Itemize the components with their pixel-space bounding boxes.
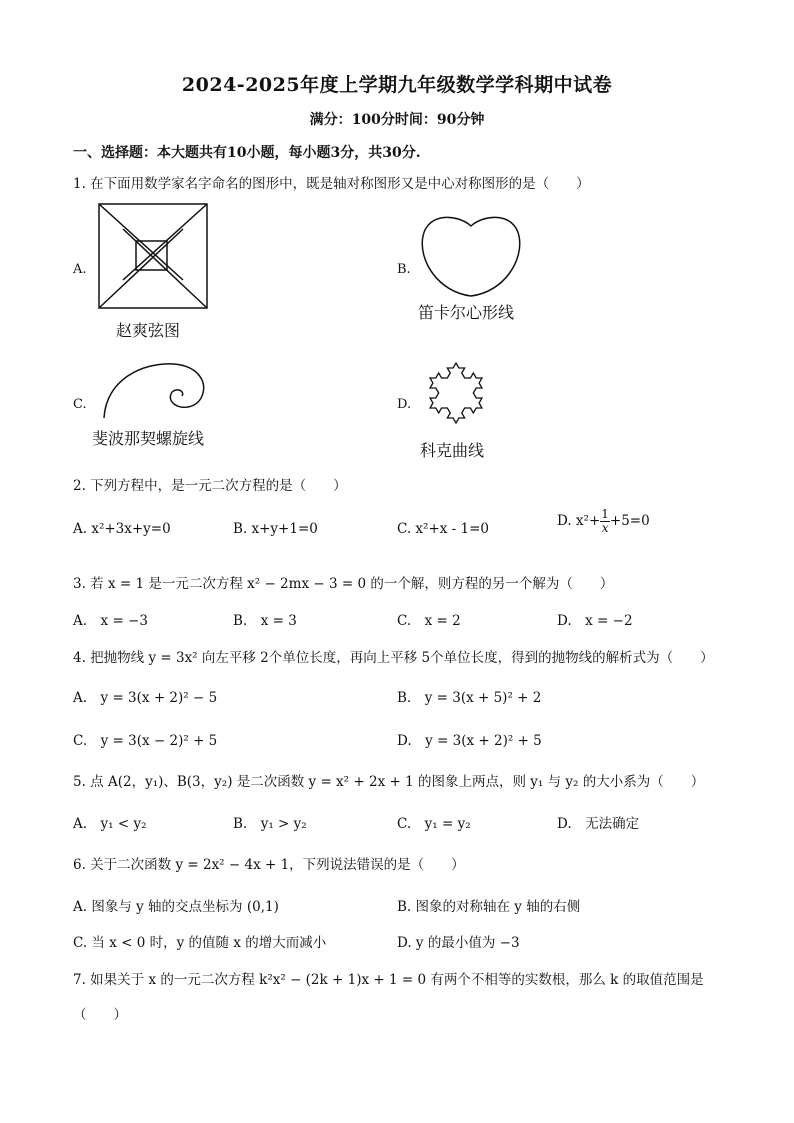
q6-option-c[interactable]: C. 当 x < 0 时，y 的值随 x 的增大而减小 bbox=[73, 935, 327, 951]
fibonacci-spiral-figure bbox=[102, 360, 212, 422]
q2-option-b[interactable]: B. x+y+1=0 bbox=[233, 521, 318, 537]
q4-option-c[interactable]: C. y = 3(x − 2)² + 5 bbox=[73, 733, 218, 749]
q2-option-d[interactable] bbox=[557, 508, 650, 535]
q3-option-b[interactable]: B. x = 3 bbox=[233, 613, 297, 629]
q2-option-c[interactable]: C. x²+x - 1=0 bbox=[397, 521, 490, 537]
section-heading: 一、选择题：本大题共有10小题，每小题3分，共30分. bbox=[73, 145, 421, 161]
question-7-stem-continued: （ ） bbox=[73, 1007, 127, 1023]
question-3-stem: 3. 若 x = 1 是一元二次方程 x² − 2mx − 3 = 0 的一个解，则方程的另一个解为（ ） bbox=[73, 576, 614, 592]
q3-option-a[interactable]: A. x = −3 bbox=[73, 613, 148, 629]
q2-option-d-fraction bbox=[600, 508, 610, 535]
q1-option-d-label[interactable]: D. bbox=[397, 397, 412, 412]
q4-option-a[interactable]: A. y = 3(x + 2)² − 5 bbox=[73, 690, 218, 706]
page-subtitle: 满分：100分时间：90分钟 bbox=[309, 112, 485, 128]
q3-option-d[interactable]: D. x = −2 bbox=[557, 613, 633, 629]
q4-option-d[interactable]: D. y = 3(x + 2)² + 5 bbox=[397, 733, 542, 749]
q2-option-d-prefix: D. x²+ bbox=[557, 513, 601, 530]
q2-option-d-numerator: 1 bbox=[601, 507, 609, 521]
question-6-stem: 6. 关于二次函数 y = 2x² − 4x + 1，下列说法错误的是（ ） bbox=[73, 857, 465, 873]
q2-option-d-denominator: x bbox=[601, 521, 609, 536]
question-4-stem: 4. 把抛物线 y = 3x² 向左平移 2个单位长度，再向上平移 5个单位长度，得到的抛物线的解析式为（ ） bbox=[73, 650, 714, 666]
question-5-stem: 5. 点 A(2，y₁)、B(3，y₂) 是二次函数 y = x² + 2x + 1 的图象上两点，则 y₁ 与 y₂ 的大小系为（ ） bbox=[73, 774, 705, 790]
q1-option-d-caption: 科克曲线 bbox=[420, 441, 485, 460]
q5-option-d[interactable]: D. 无法确定 bbox=[557, 816, 640, 832]
q1-option-c-caption: 斐波那契螺旋线 bbox=[92, 429, 205, 448]
question-1-stem: 1. 在下面用数学家名字命名的图形中，既是轴对称图形又是中心对称图形的是（ ） bbox=[73, 176, 590, 192]
q5-option-c[interactable]: C. y₁ = y₂ bbox=[397, 816, 471, 832]
q4-option-b[interactable]: B. y = 3(x + 5)² + 2 bbox=[397, 690, 542, 706]
q1-option-a-caption: 赵爽弦图 bbox=[116, 321, 181, 340]
question-2-stem: 2. 下列方程中，是一元二次方程的是（ ） bbox=[73, 478, 347, 494]
koch-curve-figure bbox=[415, 350, 497, 432]
zhao-shuang-figure bbox=[97, 202, 209, 310]
cardioid-figure bbox=[416, 212, 526, 298]
q1-option-c-label[interactable]: C. bbox=[73, 397, 87, 412]
q2-option-a[interactable]: A. x²+3x+y=0 bbox=[73, 521, 171, 537]
q5-option-b[interactable]: B. y₁ > y₂ bbox=[233, 816, 307, 832]
q6-option-d[interactable]: D. y 的最小值为 −3 bbox=[397, 935, 520, 951]
q5-option-a[interactable]: A. y₁ < y₂ bbox=[73, 816, 147, 832]
q3-option-c[interactable]: C. x = 2 bbox=[397, 613, 461, 629]
q1-option-b-caption: 笛卡尔心形线 bbox=[418, 303, 515, 322]
page-title: 2024-2025年度上学期九年级数学学科期中试卷 bbox=[181, 74, 613, 96]
q2-option-d-suffix: +5=0 bbox=[609, 513, 650, 530]
q1-option-b-label[interactable]: B. bbox=[397, 262, 411, 277]
question-7-stem: 7. 如果关于 x 的一元二次方程 k²x² − (2k + 1)x + 1 = 0 有两个不相等的实数根，那么 k 的取值范围是 bbox=[73, 972, 704, 988]
q1-option-a-label[interactable]: A. bbox=[73, 262, 87, 277]
q6-option-b[interactable]: B. 图象的对称轴在 y 轴的右侧 bbox=[397, 899, 581, 915]
q6-option-a[interactable]: A. 图象与 y 轴的交点坐标为 (0,1) bbox=[73, 899, 279, 915]
